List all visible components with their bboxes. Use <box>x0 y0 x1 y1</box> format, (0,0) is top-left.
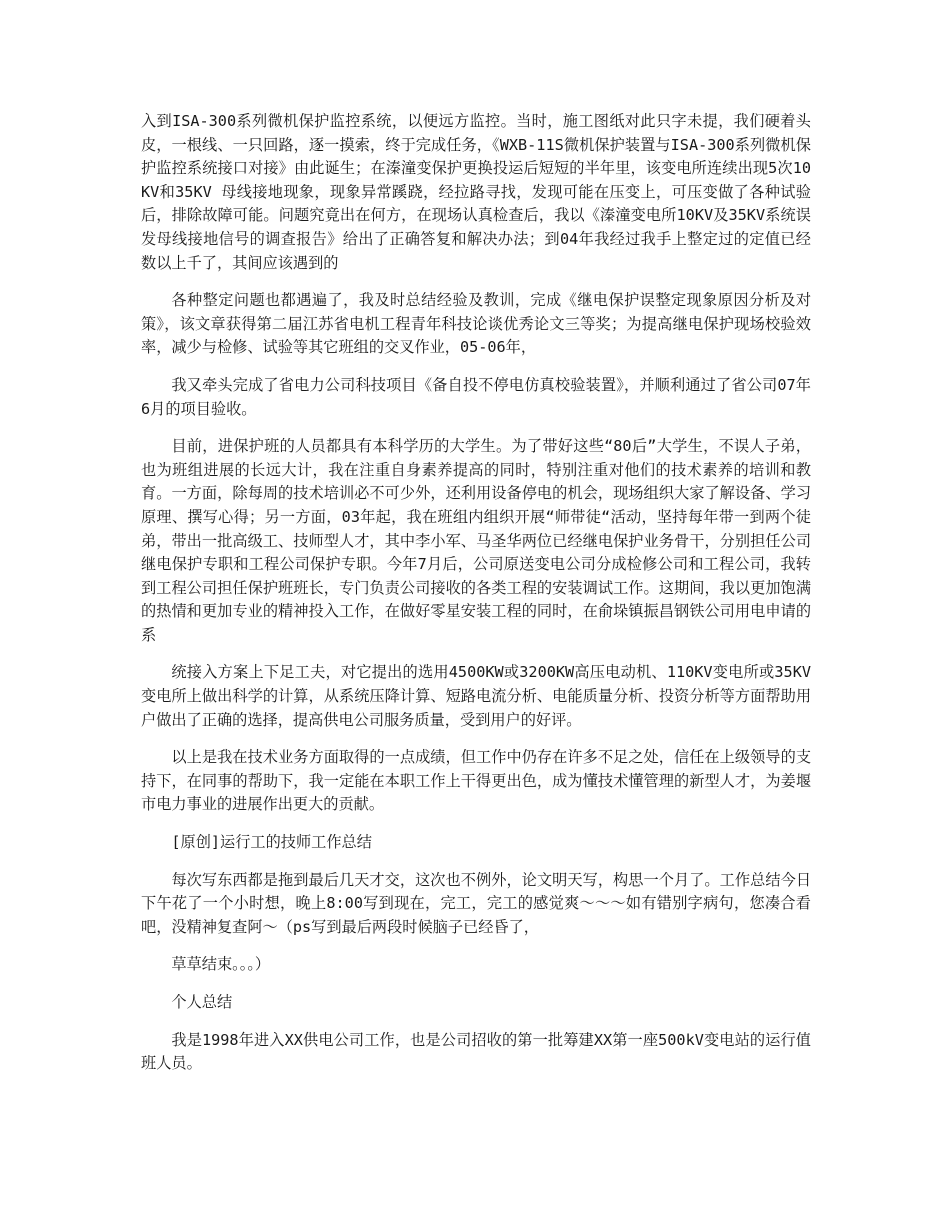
paragraph: 以上是我在技术业务方面取得的一点成绩，但工作中仍存在许多不足之处，信任在上级领导的支持下，在同事的帮助下，我一定能在本职工作上干得更出色，成为懂技术懂管理的新型人才，为姜堰市电力事业的进展作出更大的贡献。 <box>141 748 811 814</box>
paragraph: 每次写东西都是拖到最后几天才交，这次也不例外，论文明天写，构思一个月了。工作总结今日下午花了一个小时想，晚上8:00写到现在，完工，完工的感觉爽～～～如有错别字病句，您凑合看吧，没精神复查阿～（ps写到最后两段时候脑子已经昏了， <box>141 870 811 936</box>
paragraph-continuation: 草草结束。。。） <box>171 955 271 974</box>
paragraph-continuation: 统接入方案上下足工夫，对它提出的选用4500KW或3200KW高压电动机、110KV变电所或35KV变电所上做出科学的计算，从系统压降计算、短路电流分析、电能质量分析、投资分析等方面帮助用户做出了正确的选择，提高供电公司服务质量，受到用户的好评。 <box>141 663 811 729</box>
paragraph: 目前，进保护班的人员都具有本科学历的大学生。为了带好这些“80后”大学生，不误人子弟，也为班组进展的长远大计，我在注重自身素养提高的同时，特别注重对他们的技术素养的培训和教育。一方面，除每周的技术培训必不可少外，还利用设备停电的机会，现场组织大家了解设备、学习原理、撰写心得；另一方面，03年起，我在班组内组织开展“师带徒“活动，坚持每年带一到两个徒弟，带出一批高级工、技师型人才，其中李小军、马圣华两位已经继电保护业务骨干，分别担任公司继电保护专职和工程公司保护专职。今年7月后，公司原送变电公司分成检修公司和工程公司，我转到工程公司担任保护班班长，专门负责公司接收的各类工程的安装调试工作。这期间，我以更加饱满的热情和更加专业的精神投入工作，在做好零星安装工程的同时，在俞垛镇振昌钢铁公司用电申请的系 <box>141 437 811 644</box>
section-title: 个人总结 <box>171 993 233 1011</box>
paragraph-continuation: 我又牵头完成了省电力公司科技项目《备自投不停电仿真校验装置》，并顺利通过了省公司07年6月的项目验收。 <box>141 375 811 418</box>
document-body <box>141 110 811 1090</box>
paragraph-continuation: 各种整定问题也都遇遍了，我及时总结经验及教训，完成《继电保护误整定现象原因分析及对策》，该文章获得第二届江苏省电机工程青年科技论谈优秀论文三等奖；为提高继电保护现场校验效率，减少与检修、试验等其它班组的交叉作业，05-06年， <box>141 291 811 357</box>
paragraph-continuation: 入到ISA-300系列微机保护监控系统，以便远方监控。当时，施工图纸对此只字未提，我们硬着头皮，一根线、一只回路，逐一摸索，终于完成任务，《WXB-11S微机保护装置与ISA-300系列微机保护监控系统接口对接》由此诞生；在溱潼变保护更换投运后短短的半年里，该变电所连续出现5次10KV和35KV 母线接地现象，现象异常蹊跷，经拉路寻找，发现可能在压变上，可压变做了各种试验后，排除故障可能。问题究竟出在何方，在现场认真检查后，我以《溱潼变电所10KV及35KV系统误发母线接地信号的调查报告》给出了正确答复和解决办法；到04年我经过我手上整定过的定值已经数以上千了，其间应该遇到的 <box>141 112 811 272</box>
section-title: [原创]运行工的技师工作总结 <box>171 833 372 852</box>
paragraph: 我是1998年进入XX供电公司工作，也是公司招收的第一批筹建XX第一座500kV变电站的运行值班人员。 <box>141 1030 811 1073</box>
